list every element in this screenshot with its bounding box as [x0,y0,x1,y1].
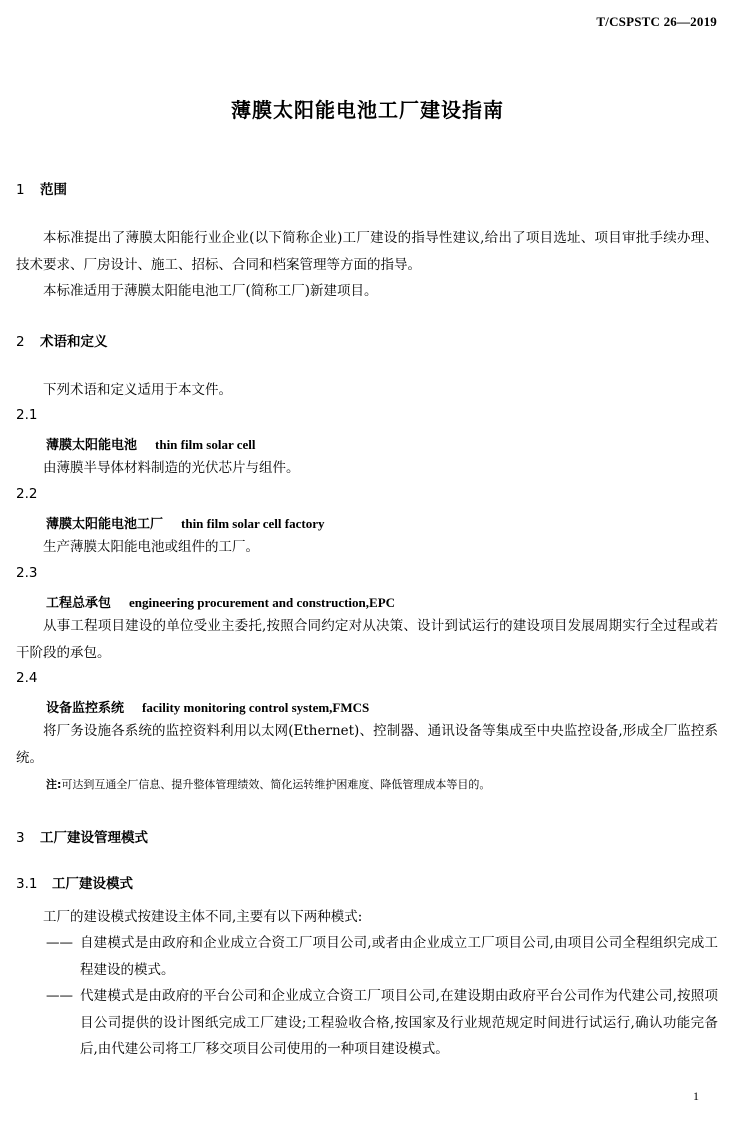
note-label: 注: [46,778,62,791]
term-name [46,592,395,611]
list-item-text: 自建模式是由政府和企业成立合资工厂项目公司,或者由企业成立工厂项目公司,由项目公司全程组织完成工程建设的模式。 [80,935,718,978]
section-3-heading [16,826,148,846]
document-title: 薄膜太阳能电池工厂建设指南 [231,98,504,122]
subsection-number: 3.1 [16,876,38,892]
term-chinese: 薄膜太阳能电池工厂 [46,517,164,532]
section-2-intro: 下列术语和定义适用于本文件。 [43,382,232,398]
term-english: thin film solar cell factory [181,516,325,531]
section-1-heading [16,178,67,198]
section-number: 2 [16,334,25,350]
section-1-paragraph-2: 本标准适用于薄膜太阳能电池工厂(简称工厂)新建项目。 [43,283,378,299]
page-number: 1 [693,1089,699,1103]
term-number: 2.3 [16,565,38,581]
term-english: thin film solar cell [155,437,256,452]
list-dash: —— [46,988,73,1004]
list-item-text: 代建模式是由政府的平台公司和企业成立合资工厂项目公司,在建设期由政府平台公司作为代建公司,按照项目公司提供的设计图纸完成工厂建设;工程验收合格,按国家及行业规范规定时间进行试运行,确认功能完备后,由代建公司将工厂移交项目公司使用的一种项目建设模式。 [80,988,718,1057]
section-number: 1 [16,182,25,198]
term-name [46,434,256,453]
section-number: 3 [16,830,25,846]
term-chinese: 设备监控系统 [46,701,125,716]
term-definition: 将厂务设施各系统的监控资料利用以太网(Ethernet)、控制器、通讯设备等集成至中央监控设备,形成全厂监控系统。 [16,723,718,766]
term-name [46,697,369,716]
subsection-intro: 工厂的建设模式按建设主体不同,主要有以下两种模式: [43,909,363,925]
term-definition: 生产薄膜太阳能电池或组件的工厂。 [43,539,259,555]
list-item [46,930,718,983]
term-english: facility monitoring control system,FMCS [142,700,370,715]
note-text: 可达到互通全厂信息、提升整体管理绩效、简化运转维护困难度、降低管理成本等目的。 [61,778,491,791]
term-name [46,513,324,532]
section-2-heading [16,330,108,350]
term-number: 2.2 [16,486,38,502]
term-chinese: 薄膜太阳能电池 [46,438,138,453]
section-title: 术语和定义 [40,334,108,350]
term-chinese: 工程总承包 [46,596,112,611]
list-dash: —— [46,935,73,951]
term-definition: 由薄膜半导体材料制造的光伏芯片与组件。 [43,460,300,476]
section-1-paragraph-1: 本标准提出了薄膜太阳能行业企业(以下简称企业)工厂建设的指导性建议,给出了项目选址、项目审批手续办理、技术要求、厂房设计、施工、招标、合同和档案管理等方面的指导。 [16,230,718,273]
term-number: 2.1 [16,407,38,423]
term-definition: 从事工程项目建设的单位受业主委托,按照合同约定对从决策、设计到试运行的建设项目发展周期实行全过程或若干阶段的承包。 [16,618,718,661]
standard-code: T/CSPSTC 26—2019 [596,14,717,29]
term-english: engineering procurement and construction,EPC [129,595,396,610]
list-item [46,983,718,1063]
note [46,776,490,792]
term-number: 2.4 [16,670,38,686]
section-title: 工厂建设管理模式 [40,830,148,846]
section-title: 范围 [40,182,67,198]
subsection-3-1-heading [16,872,133,892]
subsection-title: 工厂建设模式 [52,876,133,892]
